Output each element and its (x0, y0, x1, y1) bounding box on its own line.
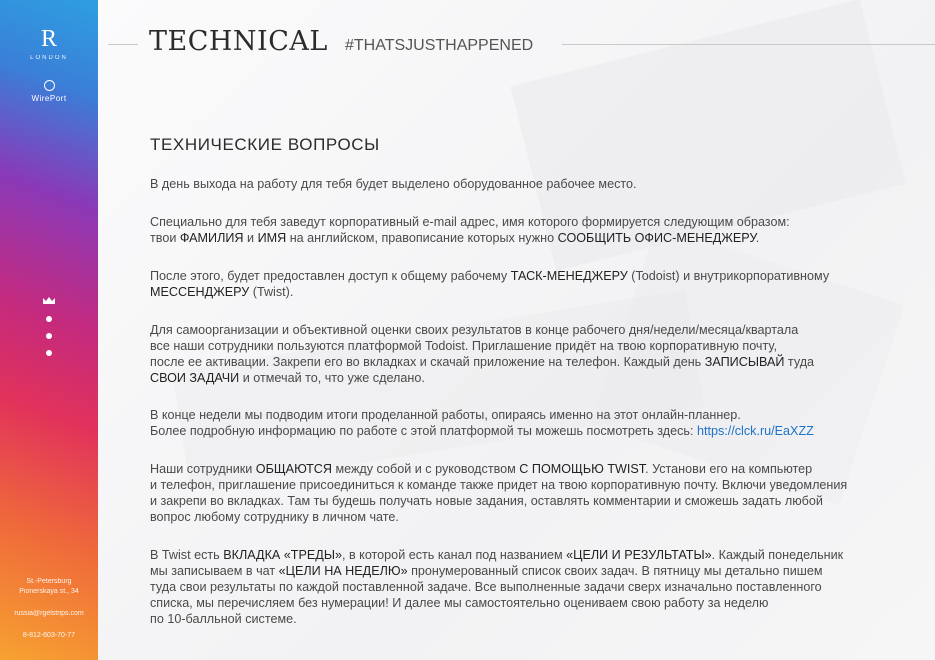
contact-street: Pionerskaya st., 34 (19, 588, 79, 595)
paragraph-weekly-results: В конце недели мы подводим итоги проделанной работы, опираясь именно на этот онлайн-планнер. Более подробную информацию по работе с этой платформой ты можешь посмотреть здесь: https://clck.ru/EaXZZ (150, 408, 814, 438)
contact-city: St.-Petersburg (26, 578, 72, 585)
paragraph-email: Специально для тебя заведут корпоративный e-mail адрес, имя которого формируется следующим образом: твои ФАМИЛИЯ и ИМЯ на английском, правописание которых нужно СООБЩИТЬ ОФИС-МЕНЕДЖЕРУ. (150, 215, 790, 245)
crown-icon (42, 296, 56, 305)
page-hashtag: #THATSJUSTHAPPENED (345, 37, 534, 54)
brand-logo-letter: R (40, 26, 57, 52)
page-dot-icon[interactable] (46, 333, 52, 339)
wireport-icon (44, 80, 55, 91)
partner-logo-text: WirePort (31, 94, 67, 103)
section-heading: ТЕХНИЧЕСКИЕ ВОПРОСЫ (150, 135, 380, 154)
header-rule-left (108, 44, 138, 45)
page-dot-icon[interactable] (46, 316, 52, 322)
paragraph-twist: Наши сотрудники ОБЩАЮТСЯ между собой и с руководством С ПОМОЩЬЮ TWIST. Установи его на компьютер и телефон, приглашение присоединиться к команде также придет на твою корпоративную почту. Включи уведомления и закрепи во вкладках. Там ты будешь получать новые задания, оставлять комментарии и сможешь задать любой вопрос любому сотруднику в личном чате. (150, 462, 848, 524)
paragraph-access: После этого, будет предоставлен доступ к общему рабочему ТАСК-МЕНЕДЖЕРУ (Todoist) и внутрикорпоративному МЕССЕНДЖЕРУ (Twist). (150, 269, 830, 299)
contact-phone: 8-812-603-70-77 (22, 632, 76, 639)
paragraph-todoist: Для самоорганизации и объективной оценки своих результатов в конце рабочего дня/недели/месяца/квартала все наши сотрудники пользуются платформой Todoist. Приглашение придёт на твою корпоративную почту, после ее активации. Закрепи его во вкладках и скачай приложение на телефон. Каждый день ЗАПИСЫВАЙ туда СВОИ ЗАДАЧИ и отмечай то, что уже сделано. (150, 323, 815, 385)
header-rule-right (562, 44, 935, 45)
paragraph-workplace: В день выхода на работу для тебя будет выделено оборудованное рабочее место. (150, 177, 637, 191)
todoist-info-link[interactable]: https://clck.ru/EaXZZ (696, 423, 814, 438)
paragraph-threads: В Twist есть ВКЛАДКА «ТРЕДЫ», в которой есть канал под названием «ЦЕЛИ И РЕЗУЛЬТАТЫ». Каждый понедельник мы записываем в чат «ЦЕЛИ НА НЕДЕЛЮ» пронумерованный список своих задач. В пятницу мы детально пишем туда свои результаты по каждой поставленной задаче. Все выполненные задачи сверх изначально поставленного списка, мы перечисляем без нумерации! И далее мы самостоятельно оцениваем свою работу за неделю по 10-балльной системе. (150, 548, 844, 626)
page-dot-icon[interactable] (46, 350, 52, 356)
sidebar (0, 0, 98, 660)
page-title: TECHNICAL (149, 26, 328, 57)
contact-email[interactable]: russia@rgelstrips.com (14, 610, 84, 617)
brand-logo-city: LONDON (30, 55, 68, 61)
